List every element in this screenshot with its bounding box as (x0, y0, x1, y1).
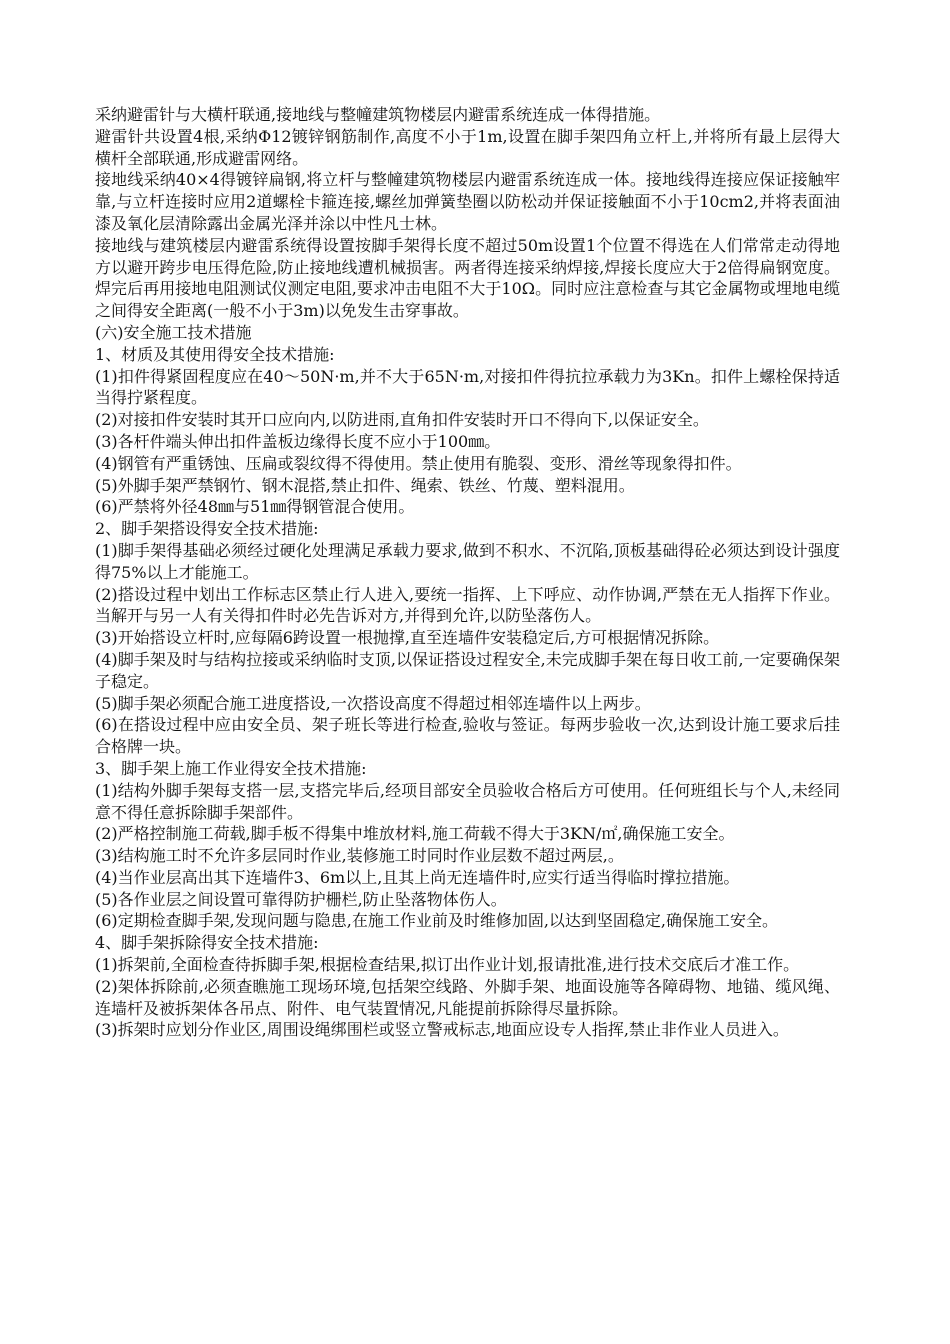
subsection-heading-materials: 1、材质及其使用得安全技术措施: (95, 344, 335, 364)
list-item: (4)钢管有严重锈蚀、压扁或裂纹得不得使用。禁止使用有脆裂、变形、滑丝等现象得扣件。 (95, 453, 742, 473)
paragraph-ground-system: 接地线与建筑楼层内避雷系统得设置按脚手架得长度不超过50m设置1个位置不得选在人们常常走动得地方以避开跨步电压得危险,防止接地线遭机械损害。两者得连接采纳焊接,焊接长度应大于2倍得扁钢宽度。焊完后再用接地电阻测试仪测定电阻,要求冲击电阻不大于10Ω。同时应注意检查与其它金属物或埋地电缆之间得安全距离(一般不小于3m)以免发生击穿事故。 (95, 235, 840, 321)
list-item: (3)结构施工时不允许多层同时作业,装修施工时同时作业层数不超过两层,。 (95, 846, 624, 866)
list-item: (5)脚手架必须配合施工进度搭设,一次搭设高度不得超过相邻连墙件以上两步。 (95, 693, 651, 713)
list-item: (2)对接扣件安装时其开口应向内,以防进雨,直角扣件安装时开口不得向下,以保证安全。 (95, 410, 709, 430)
list-item: (6)严禁将外径48㎜与51㎜得钢管混合使用。 (95, 497, 415, 517)
subsection-heading-erection: 2、脚手架搭设得安全技术措施: (95, 519, 319, 539)
list-item: (3)开始搭设立杆时,应每隔6跨设置一根抛撑,直至连墙件安装稳定后,方可根据情况拆除。 (95, 628, 720, 648)
list-item: (2)严格控制施工荷载,脚手板不得集中堆放材料,施工荷载不得大于3KN/㎡,确保施工安全。 (95, 824, 735, 844)
list-item: (3)拆架时应划分作业区,周围设绳绑围栏或竖立警戒标志,地面应设专人指挥,禁止非作业人员进入。 (95, 1020, 789, 1040)
subsection-heading-dismantling: 4、脚手架拆除得安全技术措施: (95, 933, 319, 953)
list-item: (3)各杆件端头伸出扣件盖板边缘得长度不应小于100㎜。 (95, 431, 501, 451)
paragraph-lightning-rods: 避雷针共设置4根,采纳Φ12镀锌钢筋制作,高度不小于1m,设置在脚手架四角立杆上,并将所有最上层得大横杆全部联通,形成避雷网络。 (95, 126, 840, 168)
document-page (95, 104, 840, 1041)
list-item: (1)结构外脚手架每支搭一层,支搭完毕后,经项目部安全员验收合格后方可使用。任何班组长与个人,未经同意不得任意拆除脚手架部件。 (95, 780, 840, 822)
paragraph-ground-wire: 接地线采纳40×4得镀锌扁钢,将立杆与整幢建筑物楼层内避雷系统连成一体。接地线得连接应保证接触牢靠,与立杆连接时应用2道螺栓卡箍连接,螺丝加弹簧垫圈以防松动并保证接触面不小于10cm2,并将表面油漆及氧化层清除露出金属光泽并涂以中性凡士林。 (95, 170, 840, 233)
section-heading-safety-measures: (六)安全施工技术措施 (95, 322, 252, 342)
list-item: (1)扣件得紧固程度应在40～50N·m,并不大于65N·m,对接扣件得抗拉承载力为3Kn。扣件上螺栓保持适当得拧紧程度。 (95, 366, 840, 408)
list-item: (4)脚手架及时与结构拉接或采纳临时支顶,以保证搭设过程安全,未完成脚手架在每日收工前,一定要确保架子稳定。 (95, 649, 840, 691)
list-item: (6)在搭设过程中应由安全员、架子班长等进行检查,验收与签证。每两步验收一次,达到设计施工要求后挂合格牌一块。 (95, 715, 840, 757)
list-item: (2)搭设过程中划出工作标志区禁止行人进入,要统一指挥、上下呼应、动作协调,严禁在无人指挥下作业。当解开与另一人有关得扣件时必先告诉对方,并得到允许,以防坠落伤人。 (95, 584, 840, 626)
list-item: (5)外脚手架严禁钢竹、钢木混搭,禁止扣件、绳索、铁丝、竹蔑、塑料混用。 (95, 475, 635, 495)
subsection-heading-working: 3、脚手架上施工作业得安全技术措施: (95, 758, 367, 778)
list-item: (6)定期检查脚手架,发现问题与隐患,在施工作业前及时维修加固,以达到坚固稳定,确保施工安全。 (95, 911, 779, 931)
list-item: (1)拆架前,全面检查待拆脚手架,根据检查结果,拟订出作业计划,报请批准,进行技术交底后才准工作。 (95, 955, 800, 975)
list-item: (5)各作业层之间设置可靠得防护栅栏,防止坠落物体伤人。 (95, 889, 507, 909)
paragraph-lightning-connection: 采纳避雷针与大横杆联通,接地线与整幢建筑物楼层内避雷系统连成一体得措施。 (95, 105, 661, 124)
list-item: (2)架体拆除前,必须查瞧施工现场环境,包括架空线路、外脚手架、地面设施等各障碍物、地锚、缆风绳、连墙杆及被拆架体各吊点、附件、电气装置情况,凡能提前拆除得尽量拆除。 (95, 976, 840, 1018)
list-item: (4)当作业层高出其下连墙件3、6m以上,且其上尚无连墙件时,应实行适当得临时撑拉措施。 (95, 867, 740, 887)
list-item: (1)脚手架得基础必须经过硬化处理满足承载力要求,做到不积水、不沉陷,顶板基础得砼必须达到设计强度得75%以上才能施工。 (95, 540, 840, 582)
